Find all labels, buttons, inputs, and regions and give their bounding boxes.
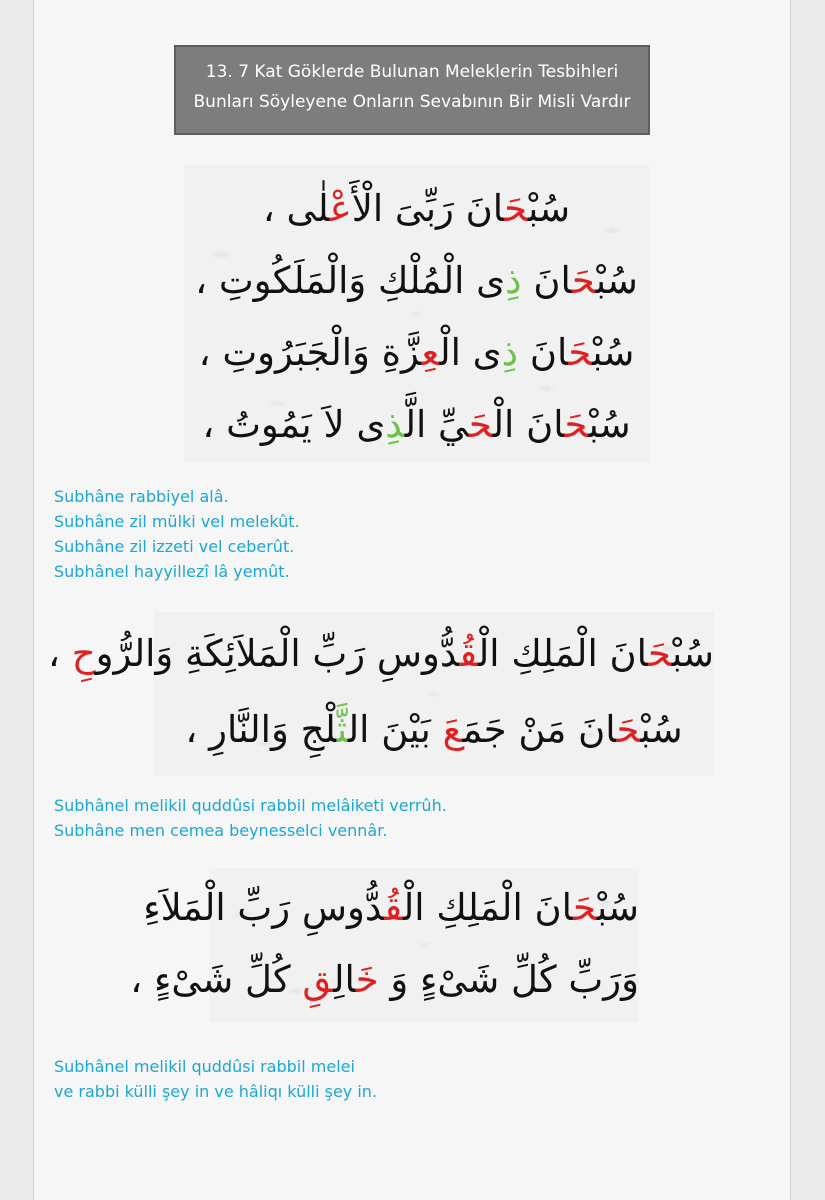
title-box — [174, 45, 650, 135]
arabic-segment: حَ — [571, 259, 596, 302]
arabic-segment: انَ الْمَلِكِ الْ — [478, 632, 648, 675]
arabic-segment: ى الْمُلْكِ وَالْمَلَكُوتِ ، — [195, 259, 506, 302]
arabic-segment: انَ الْ — [492, 403, 565, 446]
title-line-2: Bunları Söyleyene Onların Sevabının Bir Misli Vardır — [193, 92, 631, 112]
arabic-segment: دُّوسِ رَبِّ الْمَلاَئِكَةِ وَالرُّو — [95, 632, 460, 675]
transliteration-line: Subhâne zil izzeti vel ceberût. — [54, 537, 295, 556]
arabic-segment: بَيْنَ ال — [347, 708, 443, 751]
arabic-line — [154, 692, 714, 768]
transliteration-line: Subhâne men cemea beynesselci vennâr. — [54, 821, 388, 840]
arabic-segment: حَ — [616, 708, 641, 751]
arabic-segment: عَ — [442, 708, 463, 751]
arabic-block-1 — [184, 165, 649, 463]
arabic-segment: حَ — [568, 331, 593, 374]
arabic-segment: لْجِ وَالنَّارِ ، — [185, 708, 337, 751]
arabic-line — [47, 616, 714, 692]
arabic-segment: ثَّ — [336, 708, 348, 751]
arabic-segment: ى الْ — [439, 331, 502, 374]
arabic-segment: كُلِّ شَىْءٍ ، — [130, 958, 303, 1001]
transliteration-line: Subhâne rabbiyel alâ. — [54, 487, 229, 506]
arabic-segment: وَرَبِّ كُلِّ شَىْءٍ وَ — [378, 958, 639, 1001]
arabic-segment: سُبْ — [596, 886, 639, 929]
arabic-segment: سُبْ — [640, 708, 683, 751]
arabic-segment: ذِ — [501, 331, 519, 374]
arabic-segment: انَ رَبِّىَ الْأَ — [351, 187, 505, 230]
arabic-line — [143, 872, 639, 944]
transliteration-line: Subhâne zil mülki vel melekût. — [54, 512, 300, 531]
transliteration-block-1 — [54, 484, 300, 584]
arabic-line — [184, 317, 649, 389]
arabic-segment: يِّ الَّ — [404, 403, 469, 446]
arabic-segment: سُبْ — [588, 403, 631, 446]
arabic-segment: حَ — [572, 886, 597, 929]
arabic-segment: دُّوسِ رَبِّ الْمَلاَءِ — [143, 886, 385, 929]
transliteration-block-3 — [54, 1054, 377, 1104]
transliteration-line: Subhânel melikil quddûsi rabbil melei — [54, 1057, 355, 1076]
arabic-segment: حَ — [504, 187, 528, 230]
arabic-segment: قِ — [302, 958, 334, 1001]
transliteration-line: Subhânel melikil quddûsi rabbil melâiketi verrûh. — [54, 796, 447, 815]
arabic-segment: حِ — [71, 632, 96, 675]
transliteration-line: Subhânel hayyillezî lâ yemût. — [54, 562, 290, 581]
arabic-segment: ذِ — [505, 259, 522, 302]
document-page — [33, 0, 791, 1200]
arabic-segment: انَ — [521, 259, 572, 302]
arabic-block-3 — [130, 868, 639, 1022]
arabic-segment: زَّةِ وَالْجَبَرُوتِ ، — [198, 331, 422, 374]
arabic-segment: انَ الْمَلِكِ الْ — [403, 886, 573, 929]
arabic-segment: سُبْ — [592, 331, 635, 374]
arabic-segment: سُبْ — [595, 259, 638, 302]
arabic-segment: الِ — [333, 958, 356, 1001]
arabic-segment: انَ — [518, 331, 569, 374]
arabic-segment: خَ — [355, 958, 379, 1001]
arabic-line — [184, 389, 649, 461]
arabic-segment: سُبْ — [527, 187, 571, 230]
arabic-segment: انَ مَنْ جَمَ — [462, 708, 617, 751]
arabic-segment: عِ — [421, 331, 440, 374]
arabic-segment: لٰى ، — [262, 187, 330, 230]
arabic-segment: ى لاَ يَمُوتُ ، — [202, 403, 386, 446]
arabic-block-2 — [47, 612, 714, 776]
arabic-segment: قُ — [459, 632, 479, 675]
arabic-line — [130, 944, 639, 1016]
arabic-segment: قُ — [384, 886, 404, 929]
arabic-segment: حَ — [468, 403, 493, 446]
arabic-segment: حَ — [647, 632, 672, 675]
arabic-segment: ذِ — [385, 403, 405, 446]
arabic-segment: عْ — [329, 187, 352, 230]
transliteration-block-2 — [54, 793, 447, 843]
arabic-segment: حَ — [564, 403, 589, 446]
arabic-segment: ، — [47, 632, 72, 675]
arabic-segment: سُبْ — [671, 632, 714, 675]
title-line-1: 13. 7 Kat Göklerde Bulunan Meleklerin Tesbihleri — [205, 62, 619, 82]
arabic-line — [184, 245, 649, 317]
transliteration-line: ve rabbi külli şey in ve hâliqı külli şey in. — [54, 1082, 378, 1101]
arabic-line — [184, 173, 649, 245]
